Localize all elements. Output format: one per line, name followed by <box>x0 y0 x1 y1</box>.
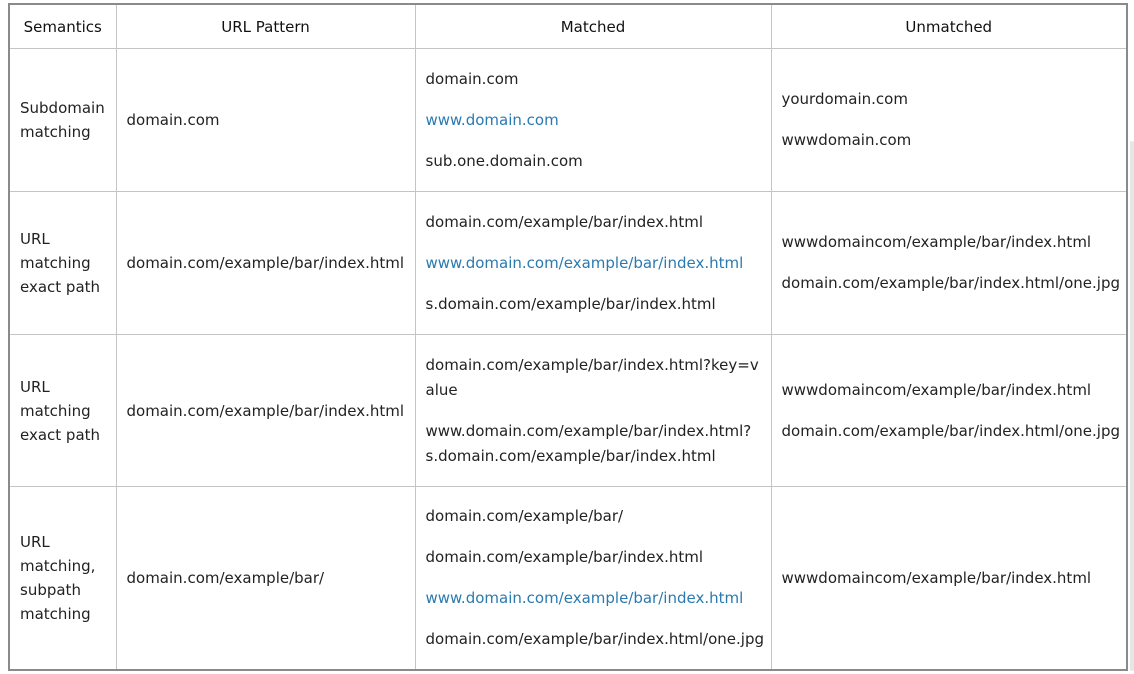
unmatched-url: wwwdomaincom/example/bar/index.html <box>781 568 1092 587</box>
matched-url: domain.com/example/bar/index.html/one.jpg <box>425 630 765 648</box>
unmatched-cell <box>771 49 1127 192</box>
unmatched-url: wwwdomain.com <box>781 131 912 149</box>
unmatched-url: wwwdomaincom/example/bar/index.html <box>781 380 1092 399</box>
table-row <box>9 487 1127 671</box>
url-matching-table-container <box>8 3 1128 671</box>
matched-cell <box>415 487 771 671</box>
matched-url: domain.com <box>425 69 519 88</box>
header-unmatched: Unmatched <box>771 4 1127 49</box>
matched-url-link[interactable]: www.domain.com/example/bar/index.html <box>425 253 744 272</box>
table-row <box>9 335 1127 487</box>
header-url-pattern: URL Pattern <box>116 4 415 49</box>
unmatched-url: yourdomain.com <box>781 90 908 108</box>
url-matching-table <box>8 3 1128 671</box>
semantics-cell: URL matching, subpath matching <box>9 487 116 671</box>
vertical-scrollbar[interactable] <box>1130 141 1134 671</box>
header-semantics: Semantics <box>9 4 116 49</box>
unmatched-url: domain.com/example/bar/index.html/one.jpg <box>781 421 1121 440</box>
matched-url: s.domain.com/example/bar/index.html <box>425 294 716 313</box>
semantics-cell: URL matching exact path <box>9 335 116 487</box>
pattern-cell: domain.com/example/bar/index.html <box>116 192 415 335</box>
table-row <box>9 192 1127 335</box>
semantics-cell: Subdomain matching <box>9 49 116 192</box>
pattern-cell: domain.com <box>116 49 415 192</box>
matched-url: sub.one.domain.com <box>425 151 583 170</box>
semantics-cell: URL matching exact path <box>9 192 116 335</box>
matched-cell <box>415 49 771 192</box>
matched-url: domain.com/example/bar/index.html <box>425 548 704 566</box>
matched-url: domain.com/example/bar/ <box>425 507 624 525</box>
unmatched-cell <box>771 487 1127 671</box>
table-header <box>9 4 1127 49</box>
header-matched: Matched <box>415 4 771 49</box>
matched-url-link[interactable]: www.domain.com/example/bar/index.html <box>425 589 744 607</box>
table-body <box>9 49 1127 671</box>
matched-url: domain.com/example/bar/index.html <box>425 212 704 231</box>
header-row <box>9 4 1127 49</box>
matched-cell <box>415 192 771 335</box>
unmatched-cell <box>771 192 1127 335</box>
unmatched-url: wwwdomaincom/example/bar/index.html <box>781 233 1092 251</box>
matched-url: www.domain.com/example/bar/index.html?s.domain.com/example/bar/index.html <box>425 421 752 465</box>
unmatched-cell <box>771 335 1127 487</box>
matched-cell <box>415 335 771 487</box>
matched-url: domain.com/example/bar/index.html?key=value <box>425 355 759 399</box>
unmatched-url: domain.com/example/bar/index.html/one.jpg <box>781 274 1121 292</box>
table-row <box>9 49 1127 192</box>
matched-url-link[interactable]: www.domain.com <box>425 110 559 129</box>
pattern-cell: domain.com/example/bar/index.html <box>116 335 415 487</box>
pattern-cell: domain.com/example/bar/ <box>116 487 415 671</box>
